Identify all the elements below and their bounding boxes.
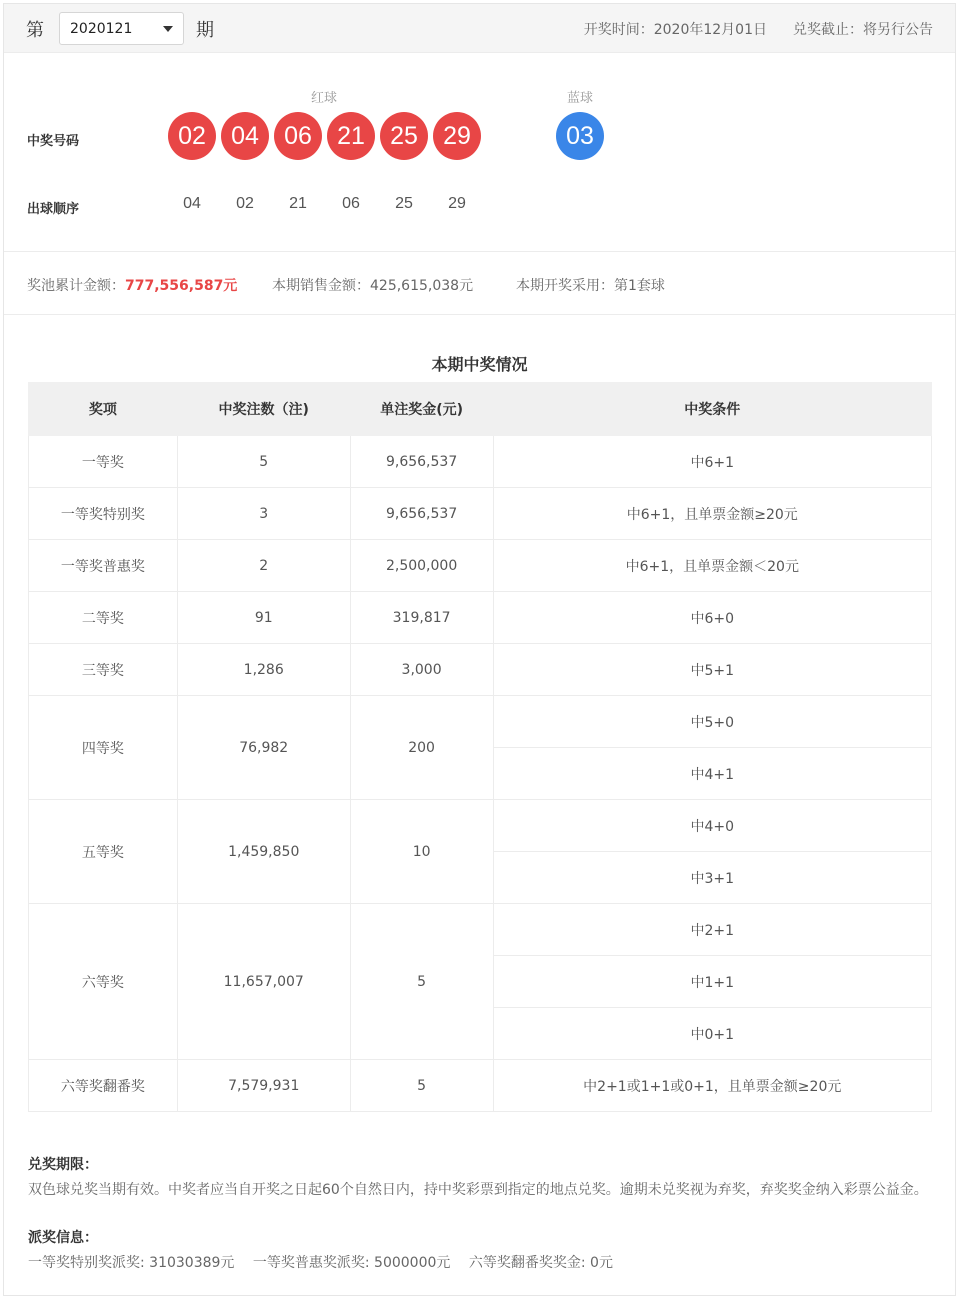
table-row xyxy=(29,488,932,540)
red-ball: 02 xyxy=(168,112,216,160)
issue-suffix: 期 xyxy=(196,20,214,41)
winner-count: 1,286 xyxy=(177,644,350,696)
draw-order-number: 04 xyxy=(183,195,201,212)
prize-table-title: 本期中奖情况 xyxy=(431,355,528,374)
pool-amount-value: 777,556,587元 xyxy=(125,278,238,294)
payout-info xyxy=(28,1252,627,1272)
table-row xyxy=(29,1060,932,1112)
redeem-deadline: 兑奖截止：将另行公告 xyxy=(793,22,933,38)
prize-amount: 9,656,537 xyxy=(350,436,493,488)
table-row xyxy=(29,540,932,592)
prize-name: 一等奖 xyxy=(29,436,178,488)
column-header: 中奖条件 xyxy=(493,383,931,436)
win-condition: 中6+1，且单票金额＜20元 xyxy=(493,540,931,592)
prize-name: 三等奖 xyxy=(29,644,178,696)
prize-name: 一等奖普惠奖 xyxy=(29,540,178,592)
ball-set xyxy=(516,275,665,295)
column-header: 中奖注数（注) xyxy=(177,383,350,436)
winner-count: 3 xyxy=(177,488,350,540)
winner-count: 5 xyxy=(177,436,350,488)
pool-amount-label: 奖池累计金额： xyxy=(27,278,125,294)
pool-info-bar xyxy=(4,253,955,315)
blue-ball-label: 蓝球 xyxy=(567,91,594,106)
issue-select-value: 2020121 xyxy=(70,21,133,37)
ball-set-label: 本期开奖采用： xyxy=(516,278,614,294)
header-info xyxy=(558,19,933,39)
prize-name: 一等奖特别奖 xyxy=(29,488,178,540)
column-header: 单注奖金(元) xyxy=(350,383,493,436)
red-ball: 25 xyxy=(380,112,428,160)
draw-order-number: 29 xyxy=(448,195,466,212)
payout-item: 六等奖翻番奖奖金: 0元 xyxy=(468,1255,613,1271)
win-condition: 中4+1 xyxy=(493,748,931,800)
winning-numbers-section xyxy=(4,54,955,252)
red-ball: 29 xyxy=(433,112,481,160)
draw-order-number: 21 xyxy=(289,195,307,212)
prize-amount: 2,500,000 xyxy=(350,540,493,592)
win-condition: 中5+1 xyxy=(493,644,931,696)
draw-order-number: 02 xyxy=(236,195,254,212)
redeem-period-title: 兑奖期限： xyxy=(28,1157,98,1173)
pool-amount xyxy=(27,275,237,295)
winner-count: 91 xyxy=(177,592,350,644)
prize-name: 六等奖 xyxy=(29,904,178,1060)
winner-count: 11,657,007 xyxy=(177,904,350,1060)
issue-select[interactable] xyxy=(59,12,184,45)
win-condition: 中2+1或1+1或0+1，且单票金额≥20元 xyxy=(493,1060,931,1112)
win-condition: 中6+0 xyxy=(493,592,931,644)
payout-item: 一等奖普惠奖派奖: 5000000元 xyxy=(252,1255,451,1271)
winner-count: 7,579,931 xyxy=(177,1060,350,1112)
winner-count: 1,459,850 xyxy=(177,800,350,904)
table-row xyxy=(29,904,932,956)
red-ball: 06 xyxy=(274,112,322,160)
prize-amount: 10 xyxy=(350,800,493,904)
prize-amount: 9,656,537 xyxy=(350,488,493,540)
win-condition: 中4+0 xyxy=(493,800,931,852)
red-ball: 21 xyxy=(327,112,375,160)
draw-time: 开奖时间：2020年12月01日 xyxy=(583,22,767,38)
table-row xyxy=(29,436,932,488)
prize-name: 五等奖 xyxy=(29,800,178,904)
blue-ball: 03 xyxy=(556,112,604,160)
winner-count: 2 xyxy=(177,540,350,592)
table-row xyxy=(29,644,932,696)
sales-amount-label: 本期销售金额： xyxy=(272,278,370,294)
prize-amount: 5 xyxy=(350,904,493,1060)
red-ball-label: 红球 xyxy=(311,91,338,106)
winning-numbers-label: 中奖号码 xyxy=(27,134,80,149)
issue-prefix: 第 xyxy=(26,20,44,41)
ball-set-value: 第1套球 xyxy=(614,278,665,294)
prize-amount: 5 xyxy=(350,1060,493,1112)
win-condition: 中3+1 xyxy=(493,852,931,904)
prize-amount: 3,000 xyxy=(350,644,493,696)
prize-table xyxy=(28,382,932,1112)
table-row xyxy=(29,800,932,852)
table-row xyxy=(29,696,932,748)
prize-amount: 319,817 xyxy=(350,592,493,644)
draw-order-label: 出球顺序 xyxy=(27,202,80,217)
payout-item: 一等奖特别奖派奖: 31030389元 xyxy=(28,1255,235,1271)
winner-count: 76,982 xyxy=(177,696,350,800)
win-condition: 中1+1 xyxy=(493,956,931,1008)
prize-amount: 200 xyxy=(350,696,493,800)
win-condition: 中6+1，且单票金额≥20元 xyxy=(493,488,931,540)
table-row xyxy=(29,592,932,644)
chevron-down-icon xyxy=(163,26,173,32)
win-condition: 中2+1 xyxy=(493,904,931,956)
win-condition: 中6+1 xyxy=(493,436,931,488)
prize-name: 四等奖 xyxy=(29,696,178,800)
red-ball: 04 xyxy=(221,112,269,160)
win-condition: 中0+1 xyxy=(493,1008,931,1060)
table-header-row xyxy=(29,383,932,436)
redeem-period-text: 双色球兑奖当期有效。中奖者应当自开奖之日起60个自然日内，持中奖彩票到指定的地点兑奖。逾期未兑奖视为弃奖，弃奖奖金纳入彩票公益金。 xyxy=(28,1182,928,1198)
column-header: 奖项 xyxy=(29,383,178,436)
issue-header xyxy=(4,4,955,53)
sales-amount-value: 425,615,038元 xyxy=(370,278,474,294)
lottery-result-panel xyxy=(3,3,956,1296)
prize-name: 六等奖翻番奖 xyxy=(29,1060,178,1112)
payout-info-title: 派奖信息： xyxy=(28,1230,98,1246)
win-condition: 中5+0 xyxy=(493,696,931,748)
draw-order-number: 25 xyxy=(395,195,413,212)
prize-name: 二等奖 xyxy=(29,592,178,644)
draw-order-number: 06 xyxy=(342,195,360,212)
sales-amount xyxy=(272,275,473,295)
